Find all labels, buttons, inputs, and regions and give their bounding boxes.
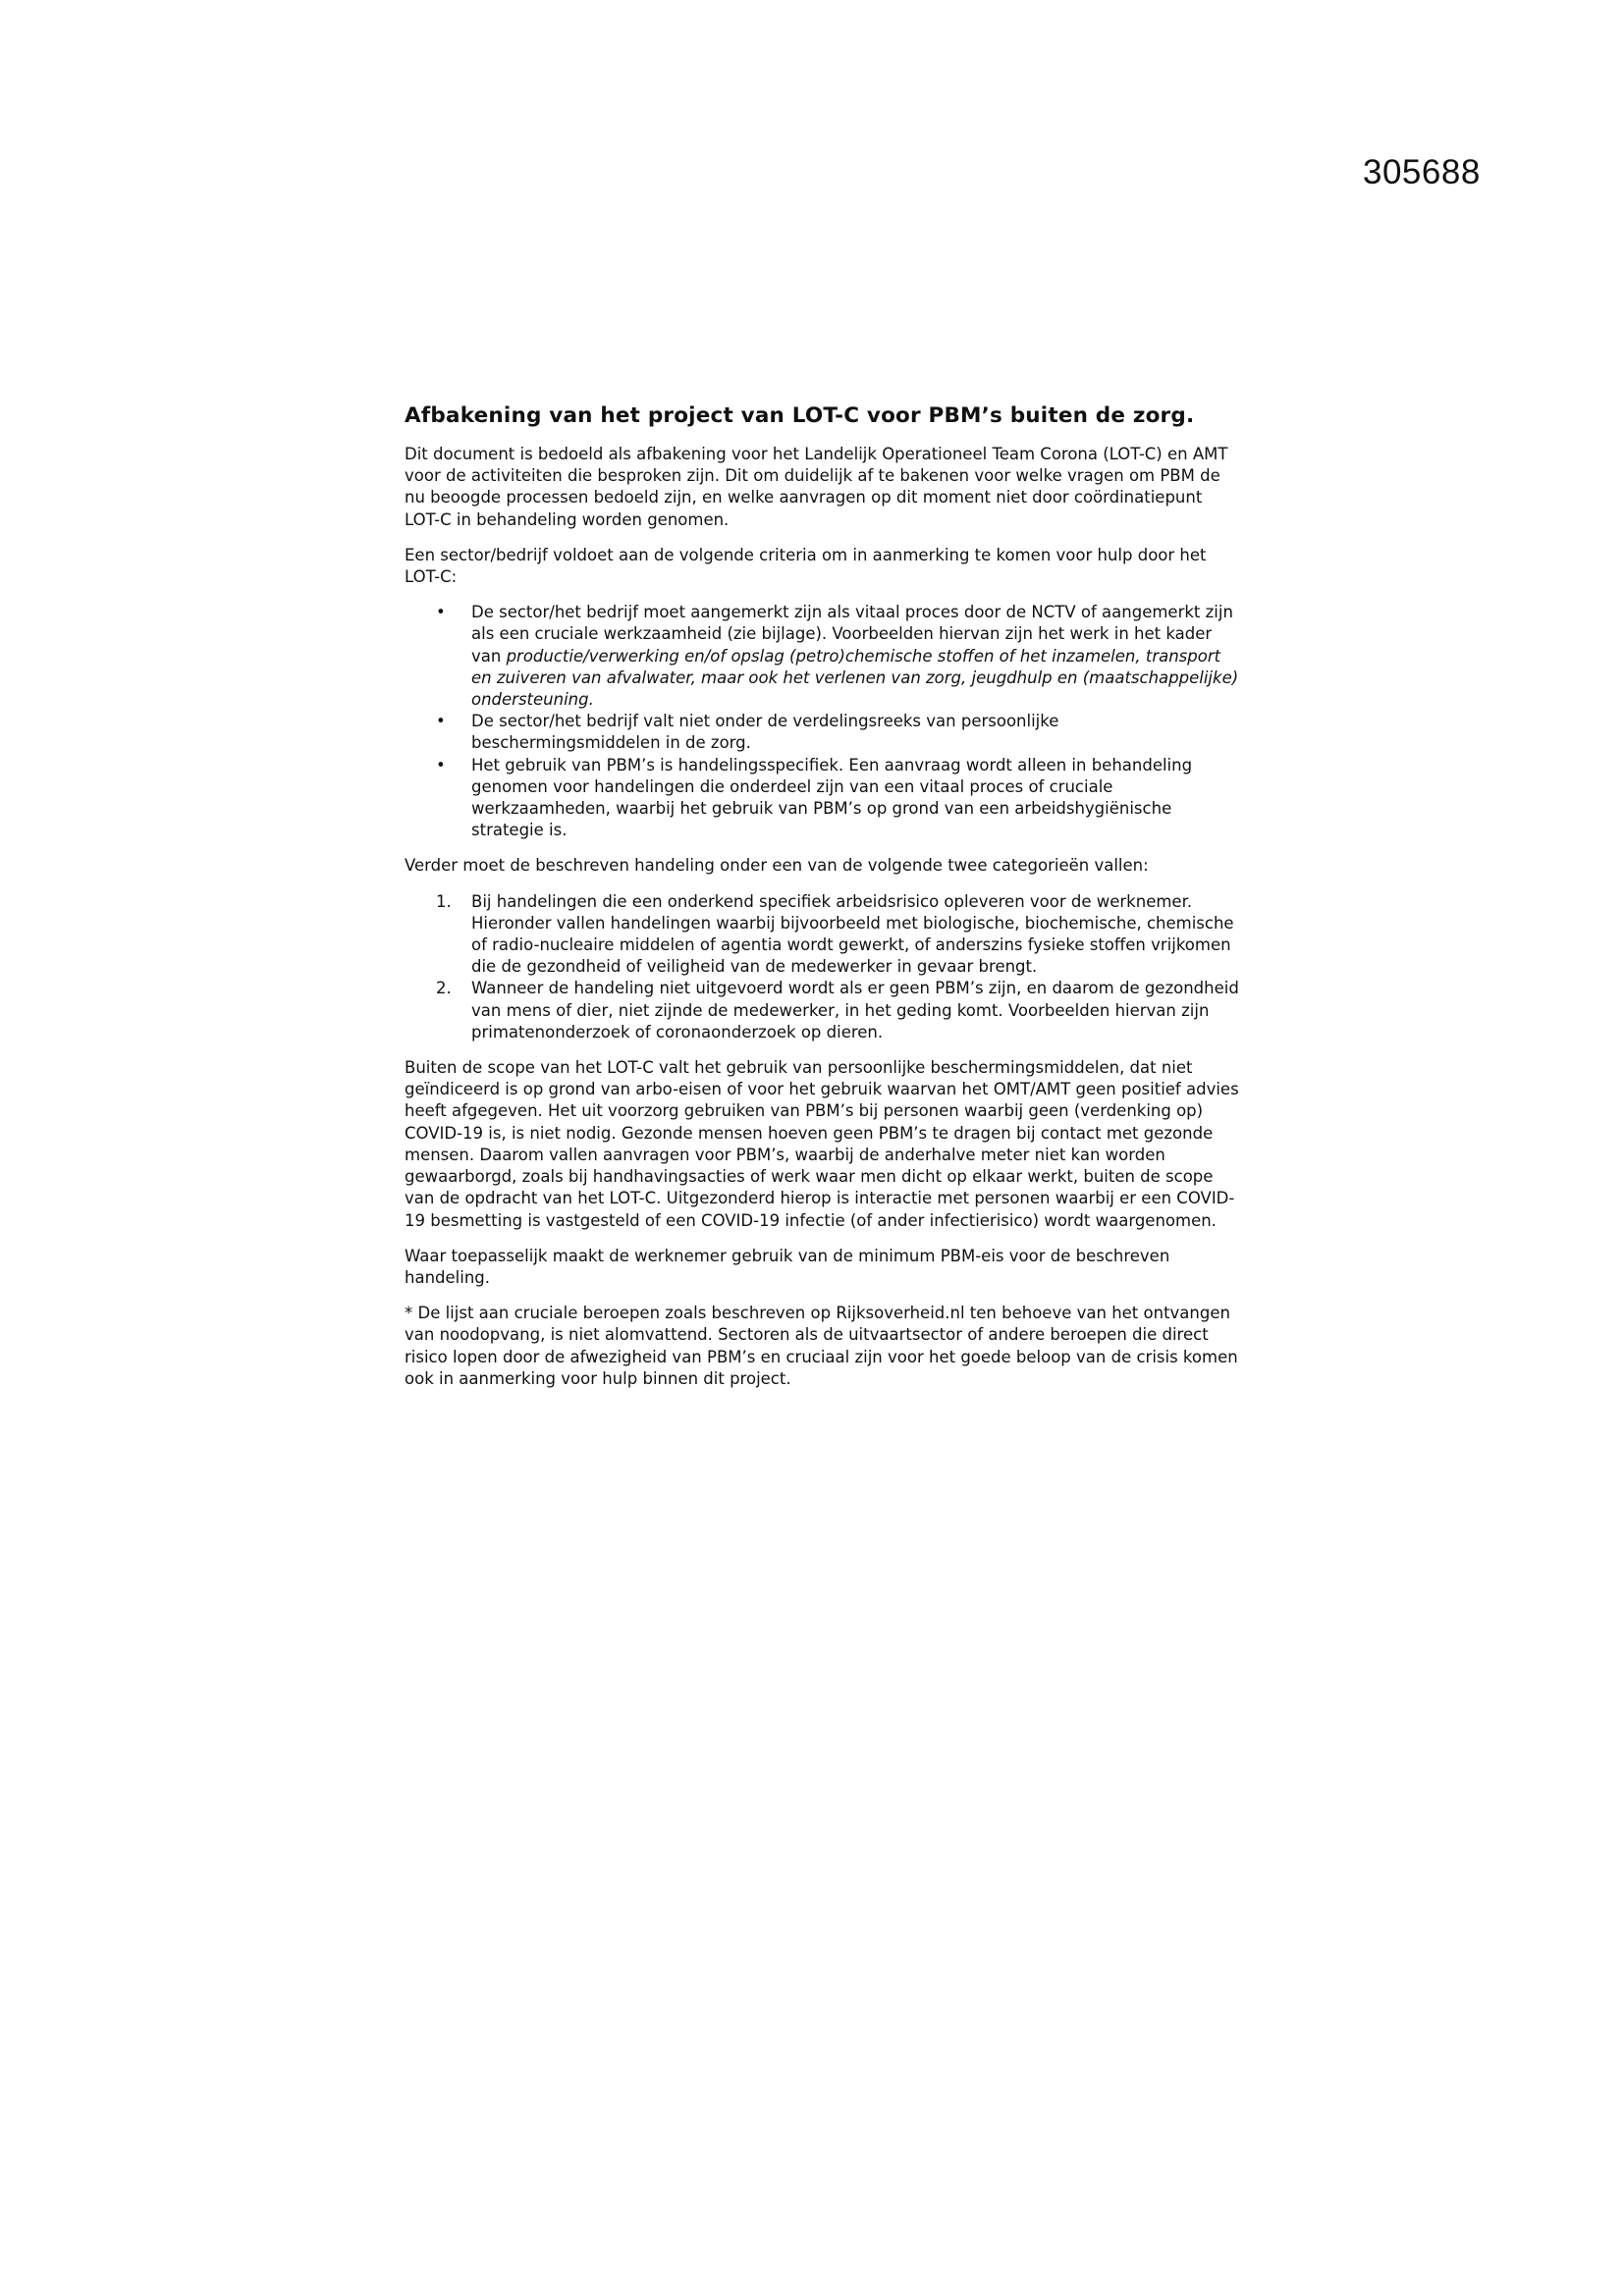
- criteria-item-italic-text: productie/verwerking en/of opslag (petro)chemische stoffen of het inzamelen, transport en zuiveren van afvalwater, maar ook het verlenen van zorg, jeugdhulp en (maatschappelijke) ondersteuning.: [471, 646, 1239, 710]
- category-item: [405, 978, 1241, 1043]
- document-number: 305688: [1363, 153, 1481, 191]
- scope-paragraph: Buiten de scope van het LOT-C valt het gebruik van persoonlijke beschermingsmiddelen, dat niet geïndiceerd is op grond van arbo-eisen of voor het gebruik waarvan het OMT/AMT geen positief advies heeft afgegeven. Het uit voorzorg gebruiken van PBM’s bij personen waarbij geen (verdenking op) COVID-19 is, is niet nodig. Gezonde mensen hoeven geen PBM’s te dragen bij contact met gezonde mensen. Daarom vallen aanvragen voor PBM’s, waarbij de anderhalve meter niet kan worden gewaarborgd, zoals bij handhavingsacties of werk waar men dicht op elkaar werkt, buiten de scope van de opdracht van het LOT-C. Uitgezonderd hierop is interactie met personen waarbij er een COVID-19 besmetting is vastgesteld of een COVID-19 infectie (of ander infectierisico) wordt waargenomen.: [405, 1058, 1239, 1230]
- category-number: 1.: [436, 891, 452, 911]
- document-body: [405, 402, 1241, 1404]
- intro-paragraph: Dit document is bedoeld als afbakening voor het Landelijk Operationeel Team Corona (LOT-C) en AMT voor de activiteiten die besproken zijn. Dit om duidelijk af te bakenen voor welke vragen om PBM de nu beoogde processen bedoeld zijn, en welke aanvragen op dit moment niet door coördinatiepunt LOT-C in behandeling worden genomen.: [405, 445, 1228, 529]
- categories-list: [405, 891, 1241, 1043]
- document-title: Afbakening van het project van LOT-C voor PBM’s buiten de zorg.: [405, 403, 1195, 428]
- criteria-item-text: De sector/het bedrijf moet aangemerkt zijn als vitaal proces door de NCTV of aangemerkt zijn als een cruciale werkzaamheid (zie bijlage). Voorbeelden hiervan zijn het werk in het kader van: [471, 603, 1233, 666]
- category-item-text: Bij handelingen die een onderkend specifiek arbeidsrisico opleveren voor de werknemer. Hieronder vallen handelingen waarbij bijvoorbeeld met biologische, biochemische, chemische of radio-nucleaire middelen of agentia wordt gewerkt, of anderszins fysieke stoffen vrijkomen die de gezondheid of veiligheid van de medewerker in gevaar brengt.: [471, 891, 1234, 977]
- criteria-item: [405, 711, 1241, 754]
- criteria-item: [405, 755, 1241, 842]
- bullet-marker: •: [436, 755, 446, 774]
- category-item: [405, 891, 1241, 979]
- bullet-marker: •: [436, 712, 446, 731]
- footnote-paragraph: * De lijst aan cruciale beroepen zoals beschreven op Rijksoverheid.nl ten behoeve van het ontvangen van noodopvang, is niet alomvattend. Sectoren als de uitvaartsector of andere beroepen die direct risico lopen door de afwezigheid van PBM’s en cruciaal zijn voor het goede beloop van de crisis komen ook in aanmerking voor hulp binnen dit project.: [405, 1304, 1238, 1388]
- minimum-requirement-paragraph: Waar toepasselijk maakt de werknemer gebruik van de minimum PBM-eis voor de beschreven handeling.: [405, 1246, 1170, 1287]
- bullet-marker: •: [436, 603, 446, 622]
- criteria-item: [405, 602, 1241, 711]
- categories-intro-paragraph: Verder moet de beschreven handeling onder een van de volgende twee categorieën vallen:: [405, 856, 1149, 876]
- criteria-list: [405, 602, 1241, 841]
- category-item-text: Wanneer de handeling niet uitgevoerd wordt als er geen PBM’s zijn, en daarom de gezondheid van mens of dier, niet zijnde de medewerker, in het geding komt. Voorbeelden hiervan zijn primatenonderzoek of coronaonderzoek op dieren.: [471, 979, 1239, 1041]
- criteria-item-text: De sector/het bedrijf valt niet onder de verdelingsreeks van persoonlijke beschermingsmiddelen in de zorg.: [471, 712, 1059, 753]
- criteria-intro-paragraph: Een sector/bedrijf voldoet aan de volgende criteria om in aanmerking te komen voor hulp door het LOT-C:: [405, 545, 1207, 587]
- criteria-item-text: Het gebruik van PBM’s is handelingsspecifiek. Een aanvraag wordt alleen in behandeling genomen voor handelingen die onderdeel zijn van een vitaal proces of cruciale werkzaamheden, waarbij het gebruik van PBM’s op grond van een arbeidshygiënische strategie is.: [471, 755, 1193, 840]
- category-number: 2.: [436, 979, 452, 998]
